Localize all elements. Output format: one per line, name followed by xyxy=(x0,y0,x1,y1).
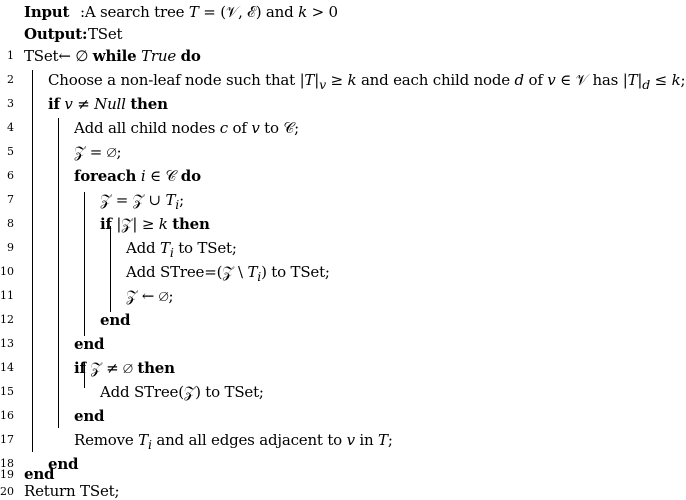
line-number: 8 xyxy=(7,217,14,230)
algorithm-line-16 xyxy=(0,404,686,428)
algorithm-line-2 xyxy=(0,68,686,92)
algorithm-line-15 xyxy=(0,380,686,404)
line-number: 19 xyxy=(0,468,14,481)
line-text: Add all child nodes c of v to 𝒞; xyxy=(74,119,299,137)
line-number: 2 xyxy=(7,73,14,86)
line-number: 18 xyxy=(0,457,14,470)
line-number: 20 xyxy=(0,485,14,498)
input-label: Input xyxy=(24,3,70,21)
line-text: 𝒵 = ∅; xyxy=(74,143,122,161)
line-number: 7 xyxy=(7,193,14,206)
line-number: 12 xyxy=(0,313,14,326)
line-text: foreach i ∈ 𝒞 do xyxy=(74,167,201,185)
algorithm-line-14 xyxy=(0,356,686,380)
algorithm-line-20 xyxy=(0,483,686,500)
line-text: end xyxy=(74,407,105,425)
line-text: if 𝒵 ≠ ∅ then xyxy=(74,359,175,377)
algorithm-line-12 xyxy=(0,308,686,332)
line-text: end xyxy=(24,465,55,483)
line-text: Choose a non-leaf node such that $|T|_v \ge k$ and each child node d of v ∈ 𝒱 has $|T|_d \le k$; xyxy=(48,71,686,92)
line-text: if v ≠ Null then xyxy=(48,95,168,113)
line-text: Remove $T_i$ and all edges adjacent to v in T; xyxy=(74,431,393,452)
line-text: TSet← ∅ while True do xyxy=(24,47,201,65)
algorithm-line-10 xyxy=(0,260,686,284)
output-text: TSet xyxy=(88,25,123,43)
algorithm-line-1 xyxy=(0,44,686,68)
line-number: 6 xyxy=(7,169,14,182)
line-number: 10 xyxy=(0,265,14,278)
algorithm-line-17 xyxy=(0,428,686,452)
algorithm-line-11 xyxy=(0,284,686,308)
line-number: 3 xyxy=(7,97,14,110)
algorithm-line-13 xyxy=(0,332,686,356)
line-text: 𝒵 ← ∅; xyxy=(126,287,174,305)
algorithm-line-8 xyxy=(0,212,686,236)
algorithm-line-5 xyxy=(0,140,686,164)
line-text: 𝒵 = 𝒵 ∪ $T_i$; xyxy=(100,191,184,212)
line-number: 11 xyxy=(0,289,14,302)
line-number: 15 xyxy=(0,385,14,398)
line-number: 17 xyxy=(0,433,14,446)
line-text: end xyxy=(100,311,131,329)
line-text: Add STree=(𝒵 \ $T_i$) to TSet; xyxy=(126,263,330,284)
line-number: 5 xyxy=(7,145,14,158)
line-text: end xyxy=(74,335,105,353)
algorithm-line-6 xyxy=(0,164,686,188)
line-text: if |𝒵| ≥ k then xyxy=(100,215,210,233)
line-number: 1 xyxy=(7,49,14,62)
line-text: Add $T_i$ to TSet; xyxy=(126,239,237,260)
algorithm-line-9 xyxy=(0,236,686,260)
algorithm-line-19 xyxy=(0,466,686,483)
line-text: Return TSet; xyxy=(24,482,120,500)
line-text: end xyxy=(48,455,79,473)
algorithm-line-7 xyxy=(0,188,686,212)
line-text: Add STree(𝒵) to TSet; xyxy=(100,383,264,401)
line-number: 13 xyxy=(0,337,14,350)
output-label: Output: xyxy=(24,25,88,43)
algorithm-line-3 xyxy=(0,92,686,116)
line-number: 9 xyxy=(7,241,14,254)
line-number: 14 xyxy=(0,361,14,374)
input-text: :A search tree T = (𝒱, ℰ) and k > 0 xyxy=(80,3,338,21)
line-number: 16 xyxy=(0,409,14,422)
line-number: 4 xyxy=(7,121,14,134)
algorithm-line-4 xyxy=(0,116,686,140)
